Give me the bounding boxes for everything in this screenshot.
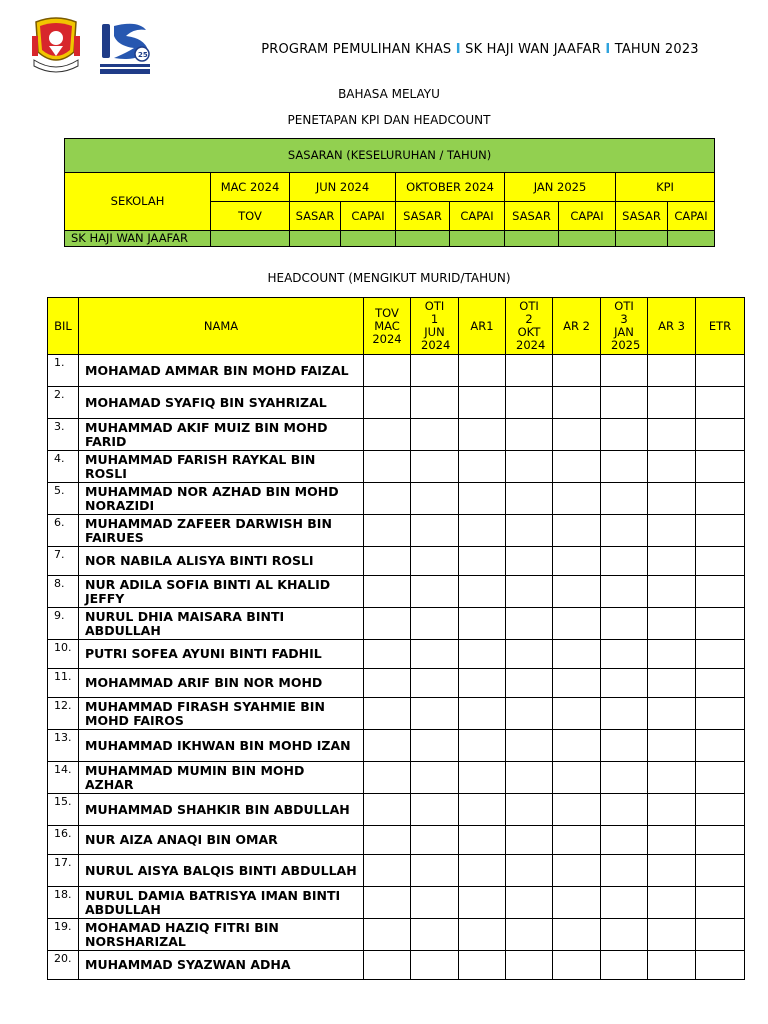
- student-name: NURUL DHIA MAISARA BINTI ABDULLAH: [79, 608, 364, 640]
- score-cell[interactable]: [648, 547, 696, 576]
- score-cell[interactable]: [459, 919, 506, 951]
- score-cell[interactable]: [459, 547, 506, 576]
- score-cell[interactable]: [553, 826, 601, 855]
- score-cell[interactable]: [459, 640, 506, 669]
- kpi-cell[interactable]: [290, 231, 341, 247]
- score-cell[interactable]: [648, 919, 696, 951]
- score-cell[interactable]: [364, 483, 411, 515]
- table-row: [48, 387, 745, 419]
- school-crest-icon: [30, 16, 82, 74]
- sub-header: SASAR: [290, 202, 341, 231]
- score-cell[interactable]: [506, 794, 553, 826]
- score-cell[interactable]: [364, 826, 411, 855]
- score-cell[interactable]: [601, 515, 648, 547]
- row-number: 12.: [48, 698, 79, 730]
- period-header: JUN 2024: [290, 173, 396, 202]
- score-cell[interactable]: [506, 608, 553, 640]
- header-ar2: AR 2: [553, 298, 601, 355]
- row-number: 14.: [48, 762, 79, 794]
- score-cell[interactable]: [411, 451, 459, 483]
- score-cell[interactable]: [648, 419, 696, 451]
- score-cell[interactable]: [553, 698, 601, 730]
- score-cell[interactable]: [601, 730, 648, 762]
- kpi-cell[interactable]: [396, 231, 450, 247]
- header-nama: NAMA: [79, 298, 364, 355]
- header-tov: TOV MAC 2024: [364, 298, 411, 355]
- score-cell[interactable]: [553, 730, 601, 762]
- score-cell[interactable]: [411, 730, 459, 762]
- score-cell[interactable]: [506, 515, 553, 547]
- student-name: MUHAMMAD FARISH RAYKAL BIN ROSLI: [79, 451, 364, 483]
- score-cell[interactable]: [506, 669, 553, 698]
- student-name: NUR ADILA SOFIA BINTI AL KHALID JEFFY: [79, 576, 364, 608]
- sub-header: CAPAI: [668, 202, 715, 231]
- table-row: [48, 547, 745, 576]
- score-cell[interactable]: [411, 576, 459, 608]
- student-name: MOHAMAD HAZIQ FITRI BIN NORSHARIZAL: [79, 919, 364, 951]
- score-cell[interactable]: [696, 794, 745, 826]
- score-cell[interactable]: [459, 451, 506, 483]
- score-cell[interactable]: [364, 919, 411, 951]
- score-cell[interactable]: [364, 576, 411, 608]
- score-cell[interactable]: [364, 547, 411, 576]
- program-name: PROGRAM PEMULIHAN KHAS: [261, 42, 452, 57]
- score-cell[interactable]: [696, 730, 745, 762]
- score-cell[interactable]: [459, 855, 506, 887]
- row-number: 10.: [48, 640, 79, 669]
- score-cell[interactable]: [601, 640, 648, 669]
- score-cell[interactable]: [411, 887, 459, 919]
- score-cell[interactable]: [601, 762, 648, 794]
- headcount-table: [47, 297, 745, 980]
- score-cell[interactable]: [696, 419, 745, 451]
- score-cell[interactable]: [601, 669, 648, 698]
- score-cell[interactable]: [553, 762, 601, 794]
- score-cell[interactable]: [648, 762, 696, 794]
- score-cell[interactable]: [648, 951, 696, 980]
- score-cell[interactable]: [553, 576, 601, 608]
- score-cell[interactable]: [459, 608, 506, 640]
- score-cell[interactable]: [696, 855, 745, 887]
- school-row-name: SK HAJI WAN JAAFAR: [65, 231, 211, 247]
- score-cell[interactable]: [601, 919, 648, 951]
- student-name: NUR AIZA ANAQI BIN OMAR: [79, 826, 364, 855]
- score-cell[interactable]: [411, 515, 459, 547]
- score-cell[interactable]: [648, 855, 696, 887]
- score-cell[interactable]: [601, 483, 648, 515]
- score-cell[interactable]: [648, 730, 696, 762]
- score-cell[interactable]: [364, 951, 411, 980]
- table-row: [48, 419, 745, 451]
- score-cell[interactable]: [696, 576, 745, 608]
- student-name: NURUL AISYA BALQIS BINTI ABDULLAH: [79, 855, 364, 887]
- score-cell[interactable]: [553, 355, 601, 387]
- score-cell[interactable]: [696, 483, 745, 515]
- score-cell[interactable]: [601, 419, 648, 451]
- row-number: 13.: [48, 730, 79, 762]
- row-number: 11.: [48, 669, 79, 698]
- student-name: MUHAMMAD NOR AZHAD BIN MOHD NORAZIDI: [79, 483, 364, 515]
- table-row: [48, 919, 745, 951]
- score-cell[interactable]: [364, 887, 411, 919]
- sub-header: SASAR: [616, 202, 668, 231]
- row-number: 4.: [48, 451, 79, 483]
- score-cell[interactable]: [648, 698, 696, 730]
- header-ar3: AR 3: [648, 298, 696, 355]
- score-cell[interactable]: [553, 387, 601, 419]
- score-cell[interactable]: [411, 608, 459, 640]
- year-label: TAHUN 2023: [614, 42, 699, 57]
- header-oti2: OTI 2 OKT 2024: [506, 298, 553, 355]
- kpi-cell[interactable]: [341, 231, 396, 247]
- sub-header: TOV: [211, 202, 290, 231]
- score-cell[interactable]: [459, 951, 506, 980]
- score-cell[interactable]: [506, 576, 553, 608]
- sub-header: CAPAI: [450, 202, 505, 231]
- score-cell[interactable]: [648, 483, 696, 515]
- period-header: OKTOBER 2024: [396, 173, 505, 202]
- table-row: [48, 951, 745, 980]
- score-cell[interactable]: [601, 887, 648, 919]
- score-cell[interactable]: [601, 547, 648, 576]
- score-cell[interactable]: [696, 640, 745, 669]
- score-cell[interactable]: [553, 608, 601, 640]
- header-separator: I: [455, 42, 461, 57]
- score-cell[interactable]: [459, 515, 506, 547]
- header-bil: BIL: [48, 298, 79, 355]
- score-cell[interactable]: [696, 451, 745, 483]
- score-cell[interactable]: [648, 355, 696, 387]
- row-number: 18.: [48, 887, 79, 919]
- headcount-title: HEADCOUNT (MENGIKUT MURID/TAHUN): [267, 271, 511, 285]
- kpi-cell[interactable]: [211, 231, 290, 247]
- score-cell[interactable]: [364, 419, 411, 451]
- score-cell[interactable]: [459, 483, 506, 515]
- score-cell[interactable]: [411, 794, 459, 826]
- row-number: 2.: [48, 387, 79, 419]
- score-cell[interactable]: [459, 387, 506, 419]
- kpi-cell[interactable]: [668, 231, 715, 247]
- table-row: [48, 730, 745, 762]
- student-name: NURUL DAMIA BATRISYA IMAN BINTI ABDULLAH: [79, 887, 364, 919]
- score-cell[interactable]: [364, 730, 411, 762]
- score-cell[interactable]: [506, 640, 553, 669]
- score-cell[interactable]: [506, 387, 553, 419]
- score-cell[interactable]: [364, 640, 411, 669]
- header-etr: ETR: [696, 298, 745, 355]
- score-cell[interactable]: [553, 547, 601, 576]
- svg-text:25: 25: [138, 51, 148, 59]
- student-name: MOHAMAD SYAFIQ BIN SYAHRIZAL: [79, 387, 364, 419]
- score-cell[interactable]: [364, 669, 411, 698]
- table-row: [48, 855, 745, 887]
- row-number: 17.: [48, 855, 79, 887]
- score-cell[interactable]: [553, 451, 601, 483]
- score-cell[interactable]: [411, 669, 459, 698]
- score-cell[interactable]: [506, 826, 553, 855]
- sub-header: SASAR: [396, 202, 450, 231]
- table-row: [48, 640, 745, 669]
- kpi-cell[interactable]: [505, 231, 559, 247]
- table-row: [48, 826, 745, 855]
- score-cell[interactable]: [411, 355, 459, 387]
- score-cell[interactable]: [696, 887, 745, 919]
- score-cell[interactable]: [601, 826, 648, 855]
- header-title: [230, 42, 730, 57]
- score-cell[interactable]: [648, 826, 696, 855]
- period-header: JAN 2025: [505, 173, 616, 202]
- score-cell[interactable]: [506, 483, 553, 515]
- score-cell[interactable]: [696, 387, 745, 419]
- score-cell[interactable]: [601, 698, 648, 730]
- row-number: 15.: [48, 794, 79, 826]
- score-cell[interactable]: [411, 762, 459, 794]
- score-cell[interactable]: [364, 762, 411, 794]
- score-cell[interactable]: [553, 951, 601, 980]
- student-name: MUHAMMAD FIRASH SYAHMIE BIN MOHD FAIROS: [79, 698, 364, 730]
- score-cell[interactable]: [553, 669, 601, 698]
- score-cell[interactable]: [411, 826, 459, 855]
- table-row: [48, 669, 745, 698]
- score-cell[interactable]: [459, 762, 506, 794]
- row-number: 6.: [48, 515, 79, 547]
- score-cell[interactable]: [411, 419, 459, 451]
- score-cell[interactable]: [459, 355, 506, 387]
- score-cell[interactable]: [696, 698, 745, 730]
- table-row: [48, 698, 745, 730]
- row-number: 20.: [48, 951, 79, 980]
- score-cell[interactable]: [648, 887, 696, 919]
- score-cell[interactable]: [459, 576, 506, 608]
- student-name: MUHAMMAD MUMIN BIN MOHD AZHAR: [79, 762, 364, 794]
- score-cell[interactable]: [364, 387, 411, 419]
- student-name: MOHAMMAD ARIF BIN NOR MOHD: [79, 669, 364, 698]
- table-row: [48, 762, 745, 794]
- table-row: [48, 794, 745, 826]
- score-cell[interactable]: [459, 730, 506, 762]
- row-number: 1.: [48, 355, 79, 387]
- score-cell[interactable]: [506, 451, 553, 483]
- row-number: 5.: [48, 483, 79, 515]
- score-cell[interactable]: [506, 355, 553, 387]
- kpi-title: PENETAPAN KPI DAN HEADCOUNT: [287, 113, 491, 127]
- score-cell[interactable]: [411, 387, 459, 419]
- score-cell[interactable]: [411, 640, 459, 669]
- score-cell[interactable]: [364, 794, 411, 826]
- school-name: SK HAJI WAN JAAFAR: [465, 42, 601, 57]
- score-cell[interactable]: [506, 951, 553, 980]
- sub-header: CAPAI: [341, 202, 396, 231]
- period-header: KPI: [616, 173, 715, 202]
- score-cell[interactable]: [411, 919, 459, 951]
- score-cell[interactable]: [553, 419, 601, 451]
- score-cell[interactable]: [364, 515, 411, 547]
- row-number: 7.: [48, 547, 79, 576]
- kpi-cell[interactable]: [616, 231, 668, 247]
- score-cell[interactable]: [601, 608, 648, 640]
- sub-header: CAPAI: [559, 202, 616, 231]
- score-cell[interactable]: [648, 794, 696, 826]
- score-cell[interactable]: [411, 698, 459, 730]
- score-cell[interactable]: [506, 887, 553, 919]
- student-name: MUHAMMAD SYAZWAN ADHA: [79, 951, 364, 980]
- score-cell[interactable]: [364, 608, 411, 640]
- score-cell[interactable]: [601, 855, 648, 887]
- score-cell[interactable]: [696, 355, 745, 387]
- row-number: 16.: [48, 826, 79, 855]
- row-number: 3.: [48, 419, 79, 451]
- student-name: PUTRI SOFEA AYUNI BINTI FADHIL: [79, 640, 364, 669]
- kpi-cell[interactable]: [450, 231, 505, 247]
- header-separator: I: [605, 42, 611, 57]
- score-cell[interactable]: [648, 451, 696, 483]
- table-row: [48, 887, 745, 919]
- score-cell[interactable]: [506, 730, 553, 762]
- score-cell[interactable]: [696, 919, 745, 951]
- score-cell[interactable]: [601, 951, 648, 980]
- score-cell[interactable]: [459, 826, 506, 855]
- score-cell[interactable]: [601, 451, 648, 483]
- table-row: [48, 608, 745, 640]
- row-number: 8.: [48, 576, 79, 608]
- score-cell[interactable]: [696, 762, 745, 794]
- student-name: NOR NABILA ALISYA BINTI ROSLI: [79, 547, 364, 576]
- is25-logo-icon: [98, 18, 152, 76]
- score-cell[interactable]: [696, 515, 745, 547]
- header-oti1: OTI 1 JUN 2024: [411, 298, 459, 355]
- score-cell[interactable]: [506, 547, 553, 576]
- school-header: SEKOLAH: [65, 173, 211, 231]
- score-cell[interactable]: [696, 669, 745, 698]
- score-cell[interactable]: [696, 826, 745, 855]
- score-cell[interactable]: [648, 608, 696, 640]
- score-cell[interactable]: [648, 515, 696, 547]
- score-cell[interactable]: [696, 951, 745, 980]
- score-cell[interactable]: [601, 355, 648, 387]
- table-row: [48, 355, 745, 387]
- score-cell[interactable]: [364, 855, 411, 887]
- student-name: MUHAMMAD ZAFEER DARWISH BIN FAIRUES: [79, 515, 364, 547]
- sub-header: SASAR: [505, 202, 559, 231]
- table-row: [48, 483, 745, 515]
- score-cell[interactable]: [506, 855, 553, 887]
- score-cell[interactable]: [364, 698, 411, 730]
- header-oti3: OTI 3 JAN 2025: [601, 298, 648, 355]
- score-cell[interactable]: [411, 483, 459, 515]
- score-cell[interactable]: [506, 419, 553, 451]
- score-cell[interactable]: [601, 794, 648, 826]
- table-row: [48, 451, 745, 483]
- subject-title: BAHASA MELAYU: [338, 87, 440, 101]
- student-name: MUHAMMAD SHAHKIR BIN ABDULLAH: [79, 794, 364, 826]
- score-cell[interactable]: [506, 698, 553, 730]
- header-ar1: AR1: [459, 298, 506, 355]
- student-name: MUHAMMAD IKHWAN BIN MOHD IZAN: [79, 730, 364, 762]
- score-cell[interactable]: [459, 698, 506, 730]
- score-cell[interactable]: [411, 855, 459, 887]
- score-cell[interactable]: [459, 419, 506, 451]
- score-cell[interactable]: [601, 576, 648, 608]
- student-name: MOHAMAD AMMAR BIN MOHD FAIZAL: [79, 355, 364, 387]
- period-header: MAC 2024: [211, 173, 290, 202]
- score-cell[interactable]: [648, 669, 696, 698]
- score-cell[interactable]: [696, 608, 745, 640]
- score-cell[interactable]: [364, 451, 411, 483]
- student-name: MUHAMMAD AKIF MUIZ BIN MOHD FARID: [79, 419, 364, 451]
- row-number: 9.: [48, 608, 79, 640]
- score-cell[interactable]: [553, 855, 601, 887]
- score-cell[interactable]: [506, 762, 553, 794]
- score-cell[interactable]: [553, 919, 601, 951]
- score-cell[interactable]: [506, 919, 553, 951]
- score-cell[interactable]: [648, 576, 696, 608]
- score-cell[interactable]: [459, 669, 506, 698]
- score-cell[interactable]: [411, 547, 459, 576]
- table-row: [48, 515, 745, 547]
- score-cell[interactable]: [553, 640, 601, 669]
- score-cell[interactable]: [411, 951, 459, 980]
- score-cell[interactable]: [553, 887, 601, 919]
- row-number: 19.: [48, 919, 79, 951]
- score-cell[interactable]: [648, 640, 696, 669]
- score-cell[interactable]: [553, 483, 601, 515]
- score-cell[interactable]: [648, 387, 696, 419]
- kpi-cell[interactable]: [559, 231, 616, 247]
- score-cell[interactable]: [553, 794, 601, 826]
- score-cell[interactable]: [601, 387, 648, 419]
- kpi-table: [64, 138, 715, 247]
- score-cell[interactable]: [459, 887, 506, 919]
- score-cell[interactable]: [696, 547, 745, 576]
- kpi-top-header: SASARAN (KESELURUHAN / TAHUN): [65, 139, 715, 173]
- table-row: [48, 576, 745, 608]
- score-cell[interactable]: [459, 794, 506, 826]
- score-cell[interactable]: [364, 355, 411, 387]
- score-cell[interactable]: [553, 515, 601, 547]
